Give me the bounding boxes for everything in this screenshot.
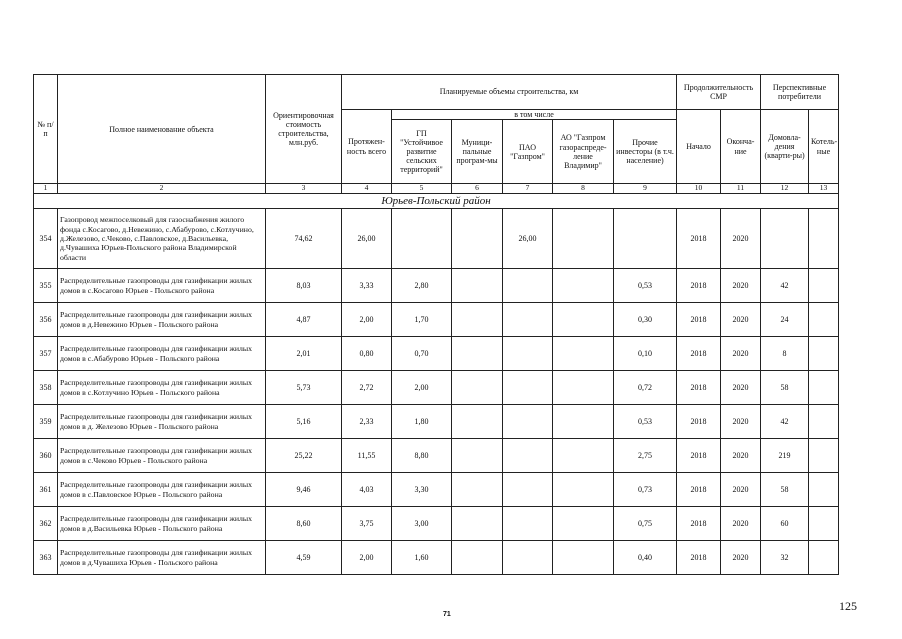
column-number-row: [34, 184, 839, 194]
cell-ao: [553, 303, 614, 337]
cell-homes: 42: [761, 269, 809, 303]
table-row: [34, 209, 839, 269]
cell-length-total: 2,00: [342, 303, 392, 337]
cell-pao: [503, 303, 553, 337]
cell-length-total: 2,72: [342, 371, 392, 405]
cell-end: 2020: [721, 541, 761, 575]
cell-gp: 1,80: [392, 405, 452, 439]
cell-name: Распределительные газопроводы для газификации жилых домов в с.Котлучино Юрьев - Польского района: [58, 371, 266, 405]
cell-homes: 8: [761, 337, 809, 371]
cell-boilers: [809, 337, 839, 371]
cell-num: 360: [34, 439, 58, 473]
cell-name: Распределительные газопроводы для газификации жилых домов в с.Абабурово Юрьев - Польского района: [58, 337, 266, 371]
header-end: Оконча-ние: [721, 110, 761, 184]
cell-cost: 74,62: [266, 209, 342, 269]
column-number: 5: [392, 184, 452, 194]
cell-boilers: [809, 269, 839, 303]
table-row: [34, 269, 839, 303]
cell-pao: [503, 337, 553, 371]
cell-num: 355: [34, 269, 58, 303]
cell-pao: [503, 269, 553, 303]
cell-ao: [553, 507, 614, 541]
cell-municipal: [452, 507, 503, 541]
cell-gp: 2,80: [392, 269, 452, 303]
cell-length-total: 2,00: [342, 541, 392, 575]
cell-cost: 5,73: [266, 371, 342, 405]
cell-gp: 0,70: [392, 337, 452, 371]
header-pao: ПАО "Газпром": [503, 120, 553, 184]
cell-num: 358: [34, 371, 58, 405]
cell-gp: 2,00: [392, 371, 452, 405]
cell-other: 0,30: [614, 303, 677, 337]
cell-municipal: [452, 209, 503, 269]
cell-num: 359: [34, 405, 58, 439]
column-number: 2: [58, 184, 266, 194]
column-number: 10: [677, 184, 721, 194]
construction-table: [33, 74, 839, 575]
cell-length-total: 26,00: [342, 209, 392, 269]
cell-name: Распределительные газопроводы для газификации жилых домов в с.Павловское Юрьев - Польского района: [58, 473, 266, 507]
cell-start: 2018: [677, 473, 721, 507]
table-row: [34, 371, 839, 405]
header-other: Прочие инвесторы (в т.ч. население): [614, 120, 677, 184]
cell-homes: 58: [761, 371, 809, 405]
cell-end: 2020: [721, 405, 761, 439]
cell-ao: [553, 337, 614, 371]
cell-municipal: [452, 473, 503, 507]
cell-name: Распределительные газопроводы для газификации жилых домов в д.Васильевка Юрьев - Польского района: [58, 507, 266, 541]
cell-municipal: [452, 371, 503, 405]
table-row: [34, 541, 839, 575]
cell-pao: [503, 439, 553, 473]
cell-end: 2020: [721, 337, 761, 371]
cell-end: 2020: [721, 303, 761, 337]
cell-start: 2018: [677, 439, 721, 473]
cell-homes: 32: [761, 541, 809, 575]
header-start: Начало: [677, 110, 721, 184]
column-number: 3: [266, 184, 342, 194]
cell-homes: 42: [761, 405, 809, 439]
column-number: 13: [809, 184, 839, 194]
cell-homes: 219: [761, 439, 809, 473]
cell-num: 361: [34, 473, 58, 507]
cell-end: 2020: [721, 473, 761, 507]
header-including: в том числе: [392, 110, 677, 120]
cell-cost: 25,22: [266, 439, 342, 473]
cell-start: 2018: [677, 337, 721, 371]
cell-pao: [503, 541, 553, 575]
cell-start: 2018: [677, 303, 721, 337]
cell-gp: 8,80: [392, 439, 452, 473]
cell-other: 0,10: [614, 337, 677, 371]
cell-other: 0,73: [614, 473, 677, 507]
cell-boilers: [809, 473, 839, 507]
cell-municipal: [452, 303, 503, 337]
cell-pao: 26,00: [503, 209, 553, 269]
header-duration: Продолжительность СМР: [677, 75, 761, 110]
cell-start: 2018: [677, 507, 721, 541]
column-number: 8: [553, 184, 614, 194]
table-row: [34, 303, 839, 337]
cell-gp: 1,60: [392, 541, 452, 575]
cell-other: 0,53: [614, 269, 677, 303]
header-planned: Планируемые объемы строительства, км: [342, 75, 677, 110]
cell-other: 0,75: [614, 507, 677, 541]
cell-end: 2020: [721, 209, 761, 269]
cell-boilers: [809, 303, 839, 337]
table-row: [34, 439, 839, 473]
cell-pao: [503, 405, 553, 439]
cell-ao: [553, 209, 614, 269]
cell-gp: 3,30: [392, 473, 452, 507]
column-number: 4: [342, 184, 392, 194]
cell-other: 0,40: [614, 541, 677, 575]
table-row: [34, 337, 839, 371]
cell-cost: 2,01: [266, 337, 342, 371]
cell-cost: 8,60: [266, 507, 342, 541]
column-number: 1: [34, 184, 58, 194]
cell-name: Распределительные газопроводы для газификации жилых домов в д.Чувашиха Юрьев - Польского района: [58, 541, 266, 575]
column-number: 6: [452, 184, 503, 194]
cell-municipal: [452, 541, 503, 575]
cell-name: Газопровод межпоселковый для газоснабжения жилого фонда с.Косагово, д.Невежино, с.Абабурово, с.Котлучино, д.Железово, с.Чеково, с.Павловское, д.Васильевка, д.Чувашиха Юрьев-Польского района Владимирской области: [58, 209, 266, 269]
cell-name: Распределительные газопроводы для газификации жилых домов в д.Невежино Юрьев - Польского района: [58, 303, 266, 337]
cell-length-total: 2,33: [342, 405, 392, 439]
cell-cost: 4,87: [266, 303, 342, 337]
cell-length-total: 3,33: [342, 269, 392, 303]
cell-municipal: [452, 337, 503, 371]
cell-start: 2018: [677, 209, 721, 269]
cell-cost: 5,16: [266, 405, 342, 439]
header-name: Полное наименование объекта: [58, 75, 266, 184]
cell-municipal: [452, 269, 503, 303]
cell-boilers: [809, 507, 839, 541]
cell-start: 2018: [677, 269, 721, 303]
cell-name: Распределительные газопроводы для газификации жилых домов в д. Железово Юрьев - Польского района: [58, 405, 266, 439]
cell-gp: 3,00: [392, 507, 452, 541]
cell-name: Распределительные газопроводы для газификации жилых домов в с.Чеково Юрьев - Польского района: [58, 439, 266, 473]
cell-num: 362: [34, 507, 58, 541]
cell-ao: [553, 439, 614, 473]
cell-start: 2018: [677, 405, 721, 439]
cell-name: Распределительные газопроводы для газификации жилых домов в с.Косагово Юрьев - Польского района: [58, 269, 266, 303]
cell-gp: [392, 209, 452, 269]
cell-pao: [503, 371, 553, 405]
region-row: [34, 194, 839, 209]
cell-boilers: [809, 541, 839, 575]
cell-ao: [553, 541, 614, 575]
cell-ao: [553, 405, 614, 439]
cell-end: 2020: [721, 371, 761, 405]
cell-end: 2020: [721, 439, 761, 473]
cell-num: 354: [34, 209, 58, 269]
cell-homes: 24: [761, 303, 809, 337]
region-title: Юрьев-Польский район: [34, 194, 839, 209]
cell-cost: 4,59: [266, 541, 342, 575]
column-number: 7: [503, 184, 553, 194]
cell-homes: 58: [761, 473, 809, 507]
header-cost: Ориентировочная стоимость строительства, млн.руб.: [266, 75, 342, 184]
cell-end: 2020: [721, 507, 761, 541]
cell-ao: [553, 473, 614, 507]
cell-other: 0,72: [614, 371, 677, 405]
cell-other: 2,75: [614, 439, 677, 473]
cell-ao: [553, 371, 614, 405]
cell-boilers: [809, 439, 839, 473]
cell-start: 2018: [677, 541, 721, 575]
cell-length-total: 4,03: [342, 473, 392, 507]
table-row: [34, 473, 839, 507]
column-number: 9: [614, 184, 677, 194]
footer-number: 71: [443, 611, 451, 618]
cell-other: 0,53: [614, 405, 677, 439]
table-row: [34, 405, 839, 439]
cell-boilers: [809, 209, 839, 269]
column-number: 11: [721, 184, 761, 194]
header-homes: Домовла-дения (кварти-ры): [761, 110, 809, 184]
cell-length-total: 11,55: [342, 439, 392, 473]
cell-num: 356: [34, 303, 58, 337]
cell-municipal: [452, 439, 503, 473]
cell-homes: 60: [761, 507, 809, 541]
cell-other: [614, 209, 677, 269]
cell-length-total: 3,75: [342, 507, 392, 541]
cell-homes: [761, 209, 809, 269]
cell-pao: [503, 507, 553, 541]
header-length-total: Протяжен-ность всего: [342, 110, 392, 184]
column-number: 12: [761, 184, 809, 194]
cell-start: 2018: [677, 371, 721, 405]
cell-boilers: [809, 405, 839, 439]
cell-boilers: [809, 371, 839, 405]
cell-end: 2020: [721, 269, 761, 303]
cell-pao: [503, 473, 553, 507]
cell-length-total: 0,80: [342, 337, 392, 371]
cell-cost: 8,03: [266, 269, 342, 303]
cell-ao: [553, 269, 614, 303]
cell-gp: 1,70: [392, 303, 452, 337]
cell-num: 357: [34, 337, 58, 371]
cell-municipal: [452, 405, 503, 439]
cell-num: 363: [34, 541, 58, 575]
header-boilers: Котель-ные: [809, 110, 839, 184]
header-gp: ГП "Устойчивое развитие сельских территорий": [392, 120, 452, 184]
cell-cost: 9,46: [266, 473, 342, 507]
table-row: [34, 507, 839, 541]
header-consumers: Перспективные потребители: [761, 75, 839, 110]
header-num: № п/п: [34, 75, 58, 184]
page-number: 125: [839, 599, 857, 613]
header-municipal: Муници-пальные програм-мы: [452, 120, 503, 184]
header-ao: АО "Газпром газораспреде-ление Владимир": [553, 120, 614, 184]
